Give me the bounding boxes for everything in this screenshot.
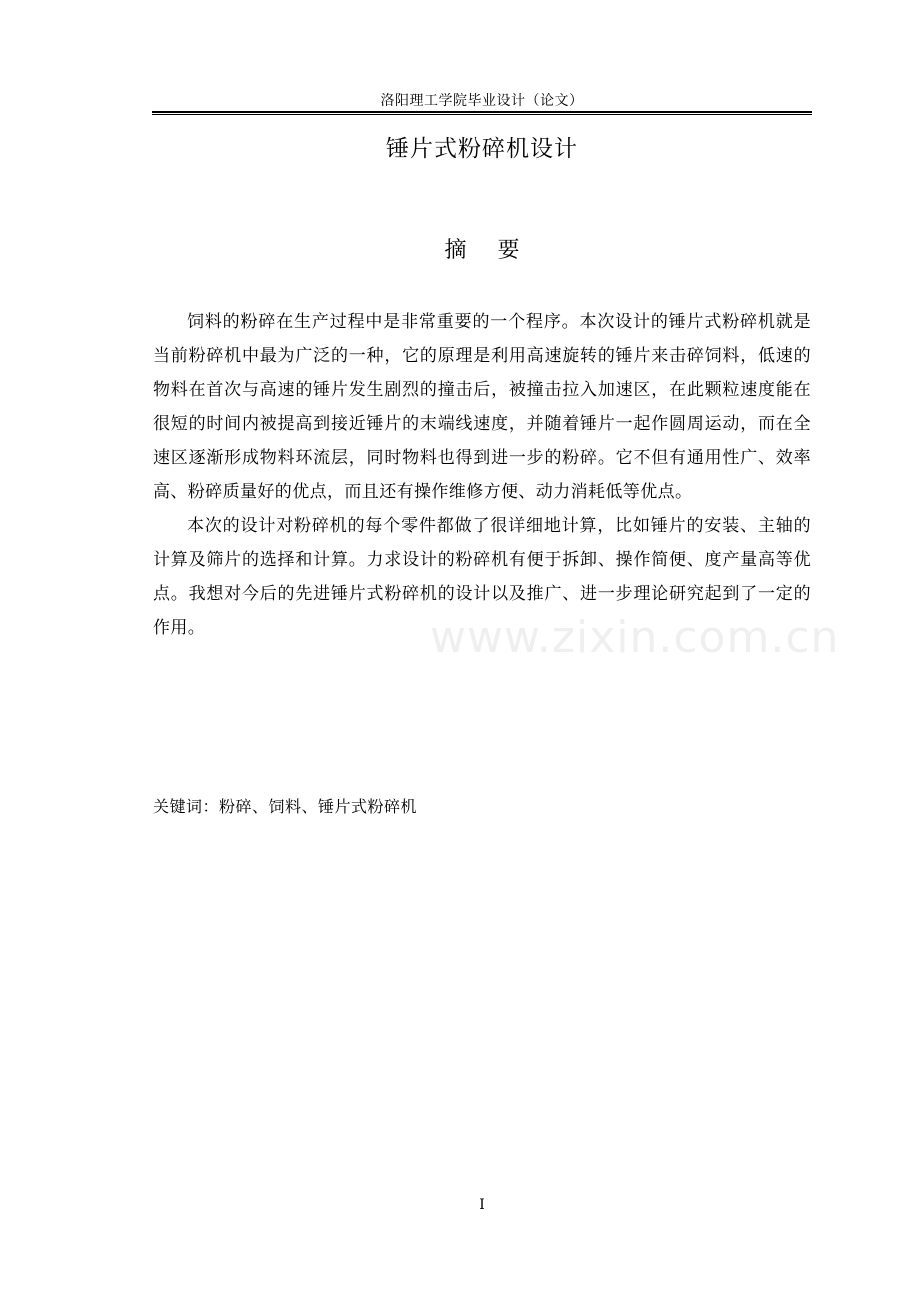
- watermark: www.zixin.com.cn: [430, 612, 840, 663]
- document-title: 锤片式粉碎机设计: [386, 136, 578, 162]
- abstract-paragraph-2: 本次的设计对粉碎机的每个零件都做了很详细地计算，比如锤片的安装、主轴的计算及筛片的选择和计算。力求设计的粉碎机有便于拆卸、操作简便、度产量高等优点。我想对今后的先进锤片式粉碎机的设计以及推广、进一步理论研究起到了一定的作用。: [153, 516, 811, 638]
- page-number: I: [479, 1197, 485, 1213]
- keywords: 关键词：粉碎、饲料、锤片式粉碎机: [153, 797, 418, 816]
- header-rule-thick: [152, 111, 812, 113]
- abstract-body: [153, 305, 811, 645]
- abstract-heading: 摘 要: [444, 238, 532, 263]
- header-rule-thin: [152, 114, 812, 115]
- abstract-paragraph-1: 饲料的粉碎在生产过程中是非常重要的一个程序。本次设计的锤片式粉碎机就是当前粉碎机中最为广泛的一种，它的原理是利用高速旋转的锤片来击碎饲料，低速的物料在首次与高速的锤片发生剧烈的撞击后，被撞击拉入加速区，在此颗粒速度能在很短的时间内被提高到接近锤片的末端线速度，并随着锤片一起作圆周运动，而在全速区逐渐形成物料环流层，同时物料也得到进一步的粉碎。它不但有通用性广、效率高、粉碎质量好的优点，而且还有操作维修方便、动力消耗低等优点。: [153, 312, 811, 502]
- page-header: 洛阳理工学院毕业设计（论文）: [380, 93, 584, 109]
